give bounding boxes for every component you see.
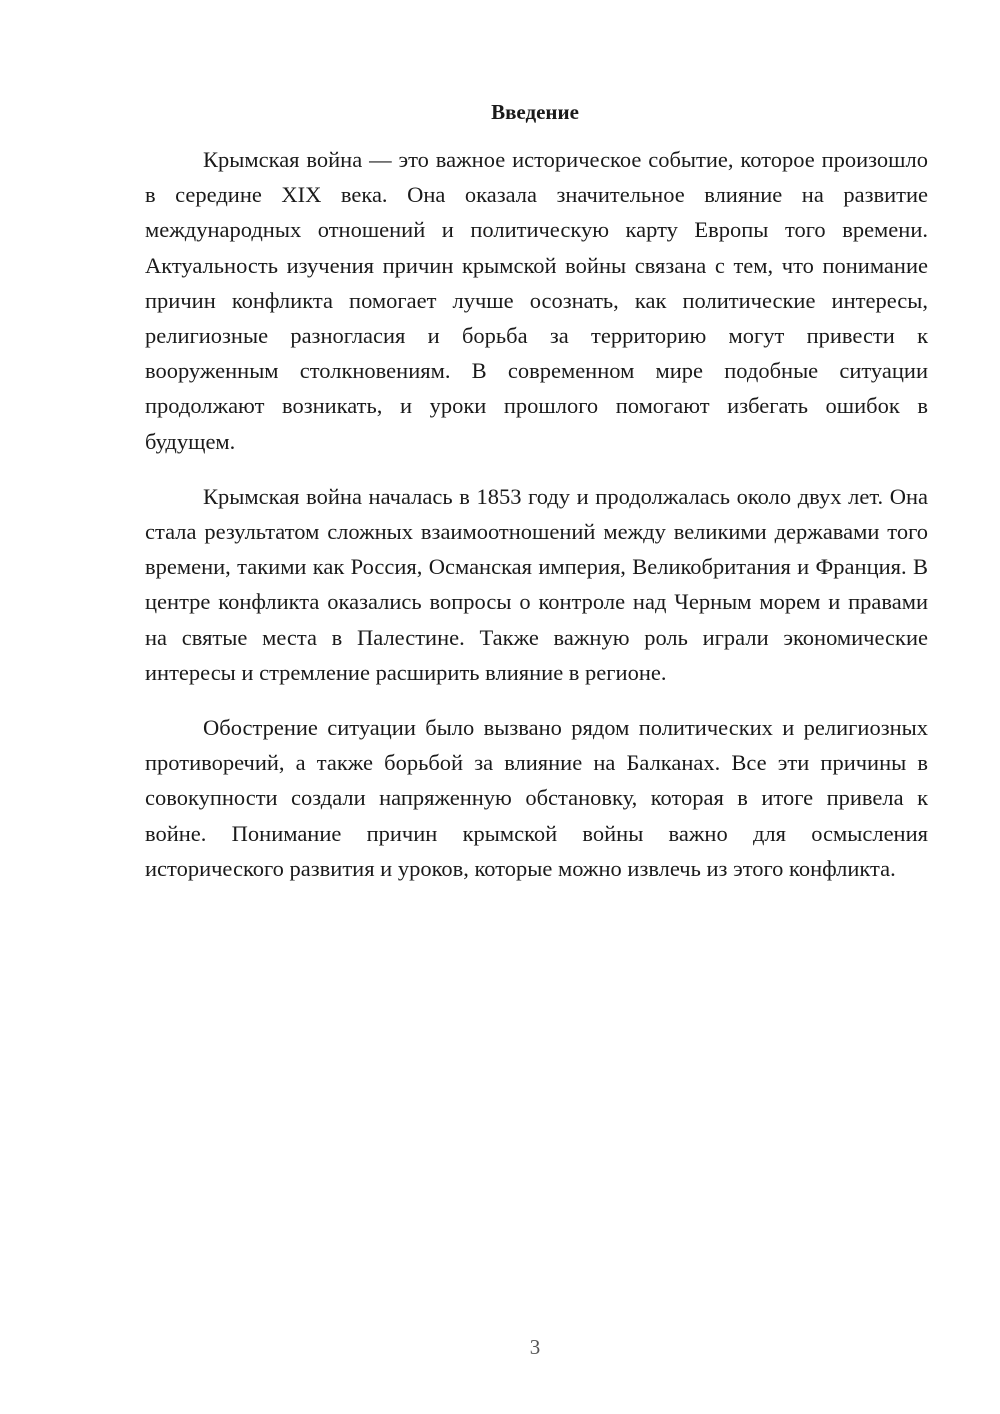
paragraph-3: Обострение ситуации было вызвано рядом политических и религиозных противоречий, а также борьбой за влияние на Балканах. Все эти причины в совокупности создали напряженную обстановку, которая в итоге привела к войне. Понимание причин крымской войны важно для осмысления исторического развития и уроков, которые можно извлечь из этого конфликта. [145,715,928,881]
section-title: Введение [491,100,579,124]
page-number: 3 [529,1335,541,1359]
body-text [145,142,928,906]
paragraph-2: Крымская война началась в 1853 году и продолжалась около двух лет. Она стала результатом сложных взаимоотношений между великими державами того времени, такими как Россия, Османская империя, Великобритания и Франция. В центре конфликта оказались вопросы о контроле над Черным морем и правами на святые места в Палестине. Также важную роль играли экономические интересы и стремление расширить влияние в регионе. [145,483,928,685]
paragraph-1: Крымская война — это важное историческое событие, которое произошло в середине XIX века. Она оказала значительное влияние на развитие международных отношений и политическую карту Европы того времени. Актуальность изучения причин крымской войны связана с тем, что понимание причин конфликта помогает лучше осознать, как политические интересы, религиозные разногласия и борьба за территорию могут привести к вооруженным столкновениям. В современном мире подобные ситуации продолжают возникать, и уроки прошлого помогают избегать ошибок в будущем. [145,147,928,454]
